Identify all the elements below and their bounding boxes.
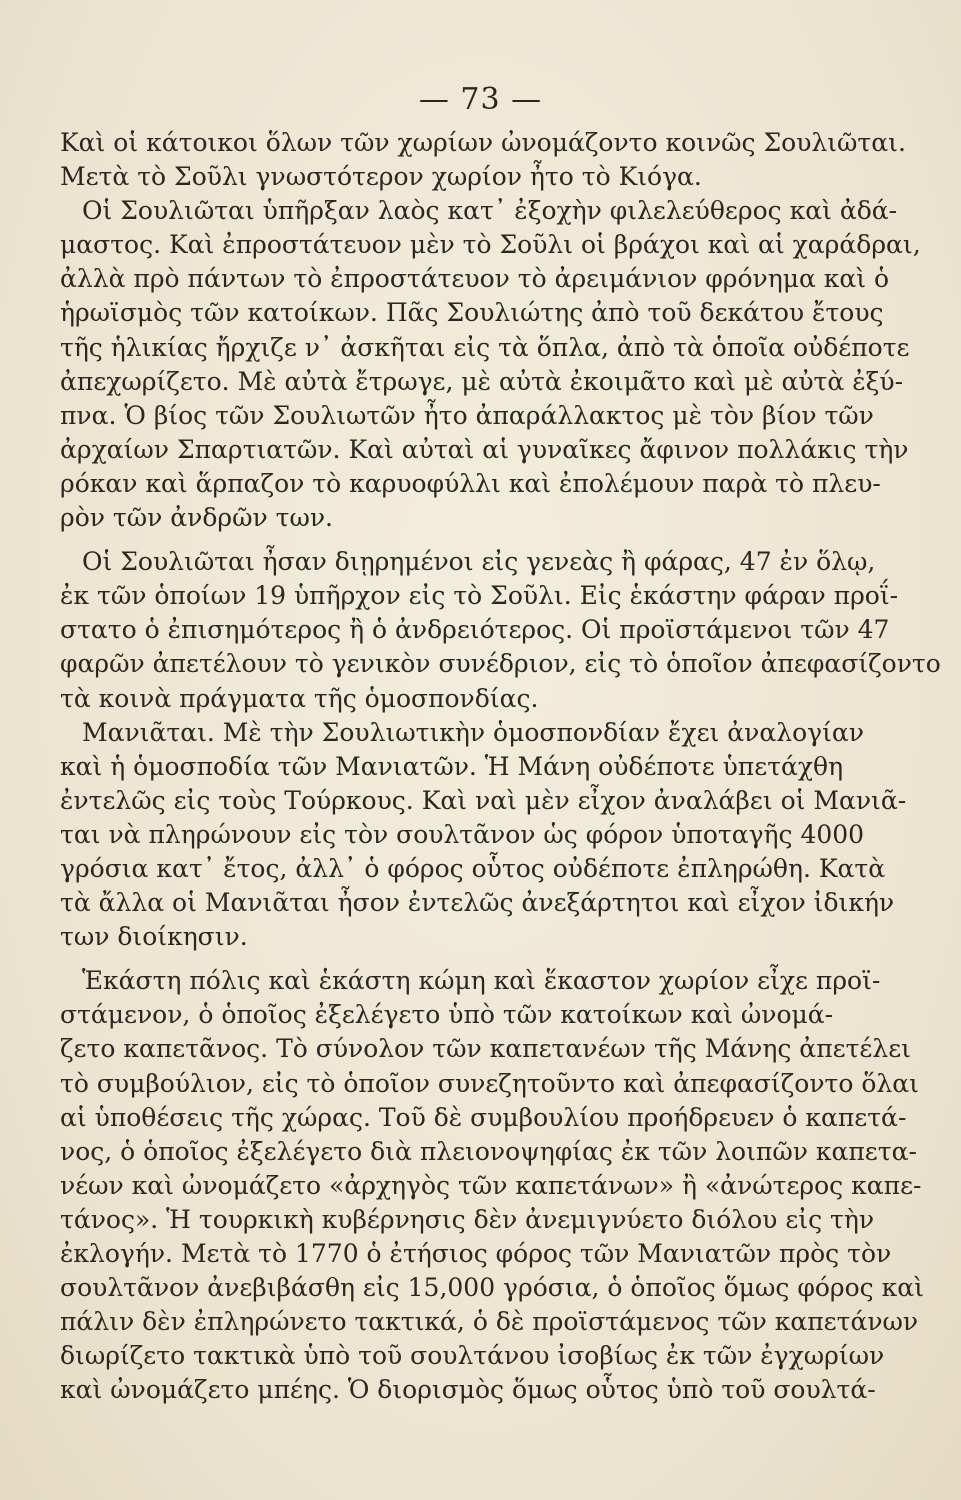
text-line: μαστος. Καὶ ἐπροστάτευον μὲν τὸ Σοῦλι οἱ βράχοι καὶ αἱ χαράδραι, bbox=[60, 230, 921, 260]
page-number: — 73 — bbox=[418, 82, 543, 117]
paragraph-gap bbox=[60, 535, 816, 545]
body-text bbox=[60, 126, 941, 1407]
text-line: ἡρωϊσμὸς τῶν κατοίκων. Πᾶς Σουλιώτης ἀπὸ τοῦ δεκάτου ἔτους bbox=[60, 298, 884, 328]
text-line: Μετὰ τὸ Σοῦλι γνωστότερον χωρίον ἦτο τὸ Κιόγα. bbox=[60, 162, 702, 192]
paragraph-gap bbox=[60, 954, 816, 964]
text-line: Καὶ οἱ κάτοικοι ὅλων τῶν χωρίων ὠνομάζοντο κοινῶς Σουλιῶται. bbox=[60, 128, 906, 157]
text-line: στάμενον, ὁ ὁποῖος ἐξελέγετο ὑπὸ τῶν κατοίκων καὶ ὠνομά- bbox=[60, 1000, 834, 1030]
text-line: καὶ ἡ ὁμοσποδία τῶν Μανιατῶν. Ἡ Μάνη οὐδέποτε ὑπετάχθη bbox=[60, 751, 844, 781]
text-line: καὶ ὠνομάζετο μπέης. Ὁ διορισμὸς ὅμως οὗτος ὑπὸ τοῦ σουλτά- bbox=[60, 1375, 876, 1405]
text-line: τὰ κοινὰ πράγματα τῆς ὁμοσπονδίας. bbox=[60, 683, 539, 713]
paragraph bbox=[60, 194, 921, 535]
text-line: Ἑκάστη πόλις καὶ ἑκάστη κώμη καὶ ἕκαστον χωρίον εἶχε προϊ- bbox=[82, 966, 881, 996]
text-line: ἐκ τῶν ὁποίων 19 ὑπῆρχον εἰς τὸ Σοῦλι. Εἰς ἑκάστην φάραν προΐ- bbox=[60, 581, 899, 611]
text-line: Μανιᾶται. Μὲ τὴν Σουλιωτικὴν ὁμοσπονδίαν ἔχει ἀναλογίαν bbox=[82, 717, 864, 747]
text-line: Οἱ Σουλιῶται ὑπῆρξαν λαὸς κατ᾽ ἐξοχὴν φιλελεύθερος καὶ ἀδά- bbox=[82, 196, 898, 226]
text-line: σουλτᾶνον ἀνεβιβάσθη εἰς 15,000 γρόσια, ὁ ὁποῖος ὅμως φόρος καὶ bbox=[60, 1273, 924, 1303]
paragraph bbox=[60, 964, 924, 1407]
text-line: ζετο καπετᾶνος. Τὸ σύνολον τῶν καπετανέων τῆς Μάνης ἀπετέλει bbox=[60, 1034, 911, 1064]
text-line: γρόσια κατ᾽ ἔτος, ἀλλ᾽ ὁ φόρος οὗτος οὐδέποτε ἐπληρώθη. Κατὰ bbox=[60, 853, 886, 883]
text-line: τάνος». Ἡ τουρκικὴ κυβέρνησις δὲν ἀνεμιγνύετο διόλου εἰς τὴν bbox=[60, 1204, 875, 1234]
text-line: στατο ὁ ἐπισημότερος ἢ ὁ ἀνδρειότερος. Οἱ προϊστάμενοι τῶν 47 bbox=[60, 615, 890, 645]
text-line: ται νὰ πληρώνουν εἰς τὸν σουλτᾶνον ὡς φόρον ὑποταγῆς 4000 bbox=[60, 819, 865, 849]
text-line: φαρῶν ἀπετέλουν τὸ γενικὸν συνέδριον, εἰς τὸ ὁποῖον ἀπεφασίζοντο bbox=[60, 649, 941, 679]
text-line: διωρίζετο τακτικὰ ὑπὸ τοῦ σουλτάνου ἰσοβίως ἐκ τῶν ἐγχωρίων bbox=[60, 1341, 885, 1371]
paragraph bbox=[60, 716, 907, 955]
text-line: ἀλλὰ πρὸ πάντων τὸ ἐπροστάτευον τὸ ἀρειμάνιον φρόνημα καὶ ὁ bbox=[60, 264, 890, 294]
text-line: ἀπεχωρίζετο. Μὲ αὐτὰ ἔτρωγε, μὲ αὐτὰ ἐκοιμᾶτο καὶ μὲ αὐτὰ ἐξύ- bbox=[60, 366, 904, 396]
text-line: ἐντελῶς εἰς τοὺς Τούρκους. Καὶ ναὶ μὲν εἶχον ἀναλάβει οἱ Μανιᾶ- bbox=[60, 785, 907, 815]
text-line: πνα. Ὁ βίος τῶν Σουλιωτῶν ἦτο ἀπαράλλακτος μὲ τὸν βίον τῶν bbox=[60, 400, 874, 430]
text-line: νος, ὁ ὁποῖος ἐξελέγετο διὰ πλειονοψηφίας ἐκ τῶν λοιπῶν καπετα- bbox=[60, 1136, 917, 1166]
text-line: νέων καὶ ὠνομάζετο «ἀρχηγὸς τῶν καπετάνων» ἢ «ἀνώτερος καπε- bbox=[60, 1170, 922, 1200]
text-line: πάλιν δὲν ἐπληρώνετο τακτικά, ὁ δὲ προϊστάμενος τῶν καπετάνων bbox=[60, 1307, 919, 1337]
paragraph bbox=[60, 545, 941, 715]
paragraph bbox=[60, 126, 906, 194]
text-line: τῆς ἡλικίας ἤρχιζε ν᾽ ἀσκῆται εἰς τὰ ὅπλα, ἀπὸ τὰ ὁποῖα οὐδέποτε bbox=[60, 332, 910, 362]
text-line: τὸ συμβούλιον, εἰς τὸ ὁποῖον συνεζητοῦντο καὶ ἀπεφασίζοντο ὅλαι bbox=[60, 1068, 919, 1098]
text-line: ἀρχαίων Σπαρτιατῶν. Καὶ αὐταὶ αἱ γυναῖκες ἄφινον πολλάκις τὴν bbox=[60, 434, 909, 464]
text-line: ρόκαν καὶ ἅρπαζον τὸ καρυοφύλλι καὶ ἐπολέμουν παρὰ τὸ πλευ- bbox=[60, 468, 881, 498]
text-line: ρὸν τῶν ἀνδρῶν των. bbox=[60, 503, 333, 533]
text-line: των διοίκησιν. bbox=[60, 922, 248, 952]
text-line: ἐκλογήν. Μετὰ τὸ 1770 ὁ ἐτήσιος φόρος τῶν Μανιατῶν πρὸς τὸν bbox=[60, 1239, 892, 1268]
text-line: Οἱ Σουλιῶται ἦσαν διῃρημένοι εἰς γενεὰς ἢ φάρας, 47 ἐν ὅλῳ, bbox=[82, 547, 876, 577]
text-line: αἱ ὑποθέσεις τῆς χώρας. Τοῦ δὲ συμβουλίου προήδρευεν ὁ καπετά- bbox=[60, 1102, 907, 1132]
text-line: τὰ ἄλλα οἱ Μανιᾶται ἦσον ἐντελῶς ἀνεξάρτητοι καὶ εἶχον ἰδικήν bbox=[60, 888, 895, 918]
